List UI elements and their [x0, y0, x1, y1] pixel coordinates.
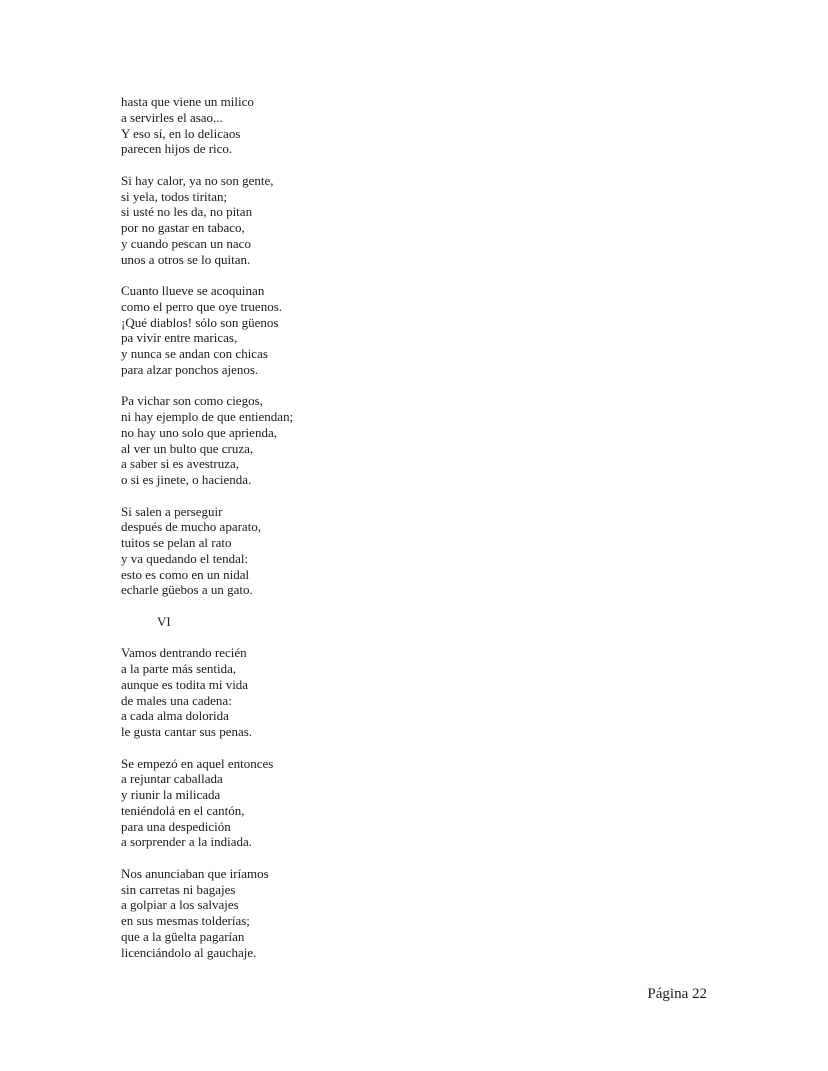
- poem-line: si yela, todos tiritan;: [121, 188, 228, 204]
- section-heading: VI: [157, 613, 171, 629]
- stanza: [121, 504, 541, 599]
- poem-line: y nunca se andan con chicas: [121, 346, 268, 361]
- stanza: [121, 645, 541, 740]
- poem-line: para alzar ponchos ajenos.: [121, 361, 259, 377]
- poem-body: [121, 94, 541, 976]
- poem-line: aunque es todita mi vida: [121, 676, 249, 692]
- poem-line: Si salen a perseguir: [121, 503, 223, 519]
- stanza: [121, 756, 541, 851]
- poem-line: a saber si es avestruza,: [121, 456, 240, 472]
- poem-line: a sorprender a la indiada.: [121, 834, 253, 850]
- poem-line: si usté no les da, no pitan: [121, 204, 253, 220]
- poem-line: a la parte más sentida,: [121, 661, 237, 676]
- poem-line: que a la güelta pagarían: [121, 928, 245, 944]
- poem-line: le gusta cantar sus penas.: [121, 724, 253, 739]
- poem-line: por no gastar en tabaco,: [121, 220, 245, 235]
- page-number-footer: Página 22: [647, 986, 707, 1002]
- poem-line: al ver un bulto que cruza,: [121, 440, 254, 456]
- poem-line: y cuando pescan un naco: [121, 235, 251, 251]
- poem-line: ¡Qué diablos! sólo son güenos: [121, 314, 279, 330]
- poem-line: echarle güebos a un gato.: [121, 582, 253, 598]
- poem-line: licenciándolo al gauchaje.: [121, 944, 257, 960]
- poem-line: a servirles el asao...: [121, 109, 223, 125]
- poem-line: Nos anunciaban que iríamos: [121, 865, 269, 881]
- poem-line: sin carretas ni bagajes: [121, 881, 236, 897]
- stanza: [121, 94, 541, 157]
- poem-line: Vamos dentrando recién: [121, 645, 247, 661]
- poem-line: tuitos se pelan al rato: [121, 535, 232, 550]
- poem-line: ni hay ejemplo de que entiendan;: [121, 409, 294, 424]
- stanza: [121, 283, 541, 378]
- poem-line: a golpiar a los salvajes: [121, 897, 239, 913]
- poem-line: a rejuntar caballada: [121, 771, 223, 787]
- poem-line: después de mucho aparato,: [121, 519, 262, 535]
- poem-line: Cuanto llueve se acoquinan: [121, 283, 265, 298]
- poem-line: a cada alma dolorida: [121, 708, 229, 724]
- poem-line: Si hay calor, ya no son gente,: [121, 172, 274, 188]
- stanza: [121, 393, 541, 488]
- poem-line: y riunir la milicada: [121, 787, 221, 802]
- poem-line: unos a otros se lo quitan.: [121, 251, 251, 267]
- poem-line: en sus mesmas tolderías;: [121, 913, 250, 928]
- poem-line: no hay uno solo que aprienda,: [121, 424, 277, 440]
- poem-line: teniéndolá en el cantón,: [121, 802, 245, 818]
- poem-line: o si es jinete, o hacienda.: [121, 472, 252, 487]
- poem-line: esto es como en un nidal: [121, 566, 250, 582]
- poem-line: Y eso sí, en lo delicaos: [121, 125, 241, 141]
- poem-line: de males una cadena:: [121, 692, 232, 708]
- poem-line: Se empezó en aquel entonces: [121, 755, 274, 771]
- poem-line: como el perro que oye truenos.: [121, 298, 283, 314]
- poem-line: parecen hijos de rico.: [121, 141, 233, 157]
- poem-line: Pa vichar son como ciegos,: [121, 393, 263, 409]
- stanza: [121, 866, 541, 961]
- poem-line: hasta que viene un milico: [121, 94, 254, 109]
- stanza: [121, 173, 541, 268]
- poem-line: y va quedando el tendal:: [121, 550, 249, 566]
- poem-line: para una despedición: [121, 818, 231, 834]
- poem-line: pa vivir entre maricas,: [121, 330, 238, 346]
